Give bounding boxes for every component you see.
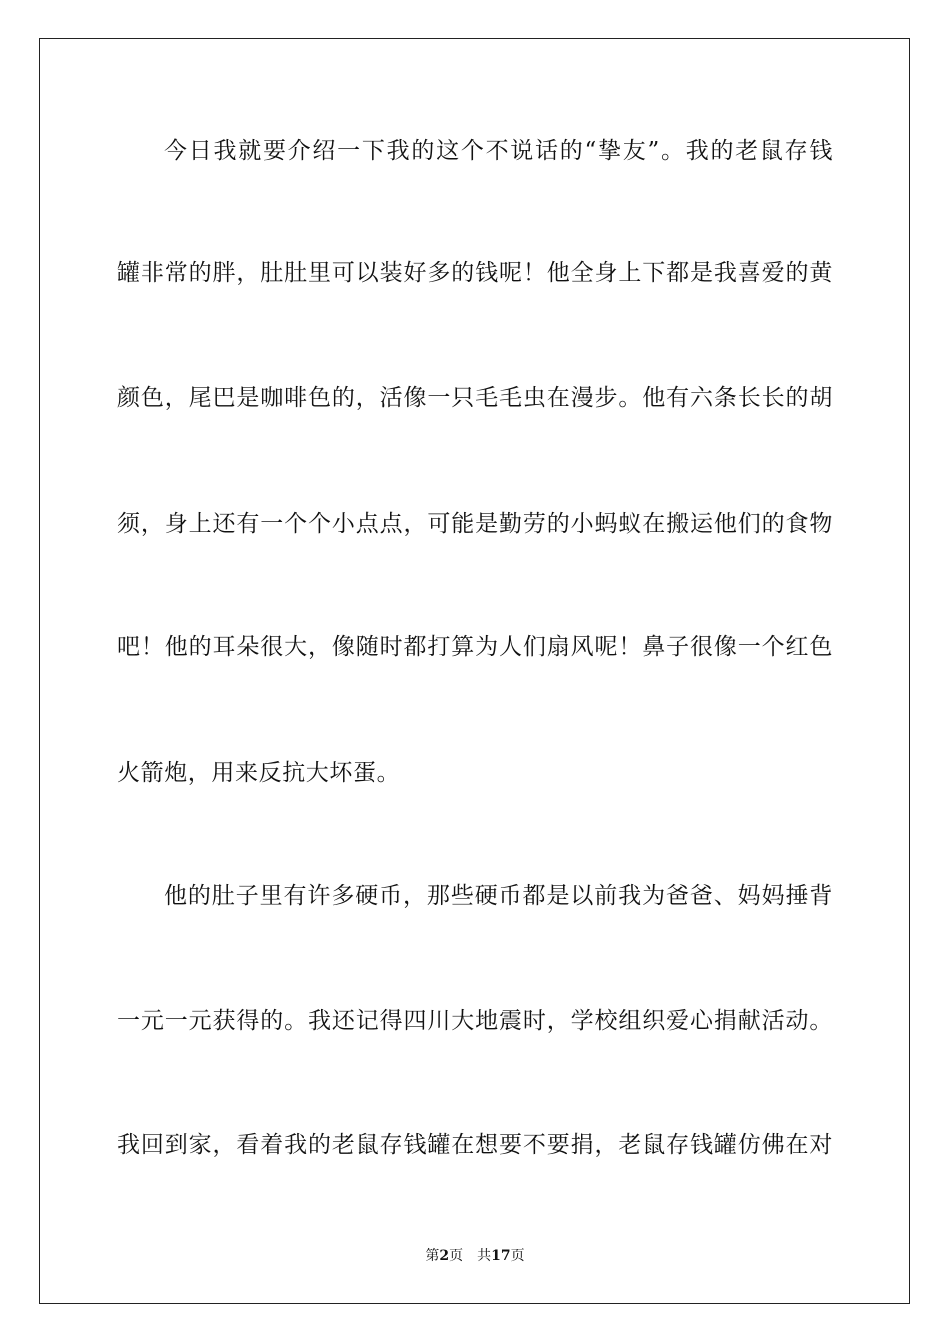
text-line-8: 一元一元获得的。我还记得四川大地震时，学校组织爱心捐献活动。	[117, 1008, 833, 1034]
text-line-4: 须，身上还有一个个小点点，可能是勤劳的小蚂蚁在搬运他们的食物	[117, 511, 833, 537]
text-line-7: 他的肚子里有许多硬币，那些硬币都是以前我为爸爸、妈妈捶背	[164, 883, 833, 909]
footer-total-prefix: 共	[477, 1248, 492, 1264]
page-footer	[0, 1247, 950, 1265]
footer-total-number: 17	[491, 1248, 511, 1264]
text-line-6: 火箭炮，用来反抗大坏蛋。	[117, 760, 401, 786]
page-border	[39, 38, 910, 1304]
text-line-2: 罐非常的胖，肚肚里可以装好多的钱呢！他全身上下都是我喜爱的黄	[117, 260, 833, 286]
footer-page-prefix: 第	[425, 1248, 440, 1264]
footer-page-number: 2	[439, 1248, 450, 1264]
footer-total-suffix: 页	[510, 1248, 525, 1264]
text-line-9: 我回到家，看着我的老鼠存钱罐在想要不要捐，老鼠存钱罐仿佛在对	[117, 1132, 833, 1158]
text-line-1: 今日我就要介绍一下我的这个不说话的“挚友”。我的老鼠存钱	[164, 138, 833, 164]
footer-page-suffix: 页	[449, 1248, 464, 1264]
text-line-3: 颜色，尾巴是咖啡色的，活像一只毛毛虫在漫步。他有六条长长的胡	[117, 385, 833, 411]
text-line-5: 吧！他的耳朵很大，像随时都打算为人们扇风呢！鼻子很像一个红色	[117, 634, 833, 660]
